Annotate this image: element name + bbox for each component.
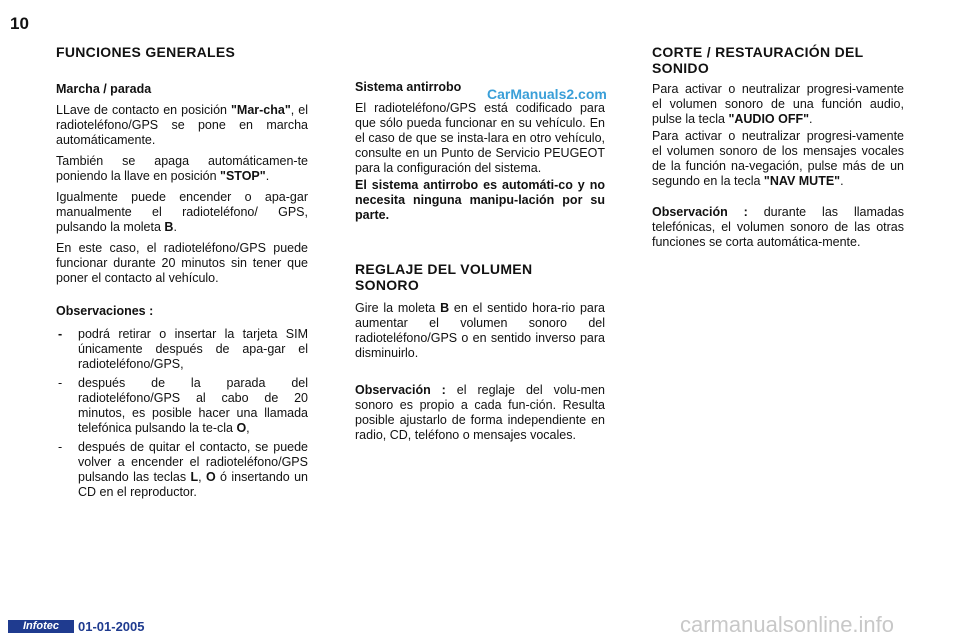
text: podrá retirar o insertar la tarjeta SIM únicamente después de apa-gar el radioteléfono/GPS,	[78, 327, 308, 371]
text: después de quitar el contacto, se puede volver a encender el radioteléfono/GPS pulsando las teclas	[78, 440, 308, 484]
bold-text: B	[440, 301, 450, 315]
bullet-dash: -	[58, 327, 63, 341]
column-general-functions	[56, 44, 308, 504]
bold-text: "AUDIO OFF"	[728, 112, 810, 126]
section-title-mute: CORTE / RESTAURACIÓN DEL SONIDO	[652, 44, 864, 76]
observations-list	[56, 327, 308, 500]
text: LLave de contacto en posición	[56, 103, 231, 117]
text: .	[265, 169, 270, 183]
list-item	[56, 327, 308, 372]
text: el reglaje del volu-men sonoro es propio a cada fun-ción. Resulta posible ajustarlo de forma independiente en radio, CD, teléfono o mensajes vocales.	[355, 383, 605, 442]
bold-text: B	[164, 220, 174, 234]
paragraph-20-minutes: En este caso, el radioteléfono/GPS puede funcionar durante 20 minutos sin tener que poner el contacto al vehículo.	[56, 241, 308, 285]
list-item	[56, 376, 308, 436]
observation-label: Observación :	[652, 205, 748, 219]
subtitle-antitheft: Sistema antirrobo	[355, 80, 462, 94]
text: Igualmente puede encender o apa-gar manualmente el radioteléfono/ GPS, pulsando la moleta	[56, 190, 308, 234]
column-antitheft-volume	[355, 80, 605, 449]
text: También se apaga automáticamen-te poniendo la llave en posición	[56, 154, 308, 183]
text: ,	[246, 421, 250, 435]
observations-title: Observaciones :	[56, 304, 154, 318]
text: ,	[198, 470, 206, 484]
paragraph-volume-observation	[355, 383, 605, 443]
text: Para activar o neutralizar progresi-vamente el volumen sonoro de los mensajes vocales de la función na-vegación, pulse más de un segundo en la tecla	[652, 129, 904, 188]
footer-site-watermark: carmanualsonline.info	[680, 612, 895, 637]
paragraph-manual	[56, 190, 308, 235]
text: después de la parada del radioteléfono/GPS al cabo de 20 minutos, es posible hacer una llamada telefónica pulsando la te-cla	[78, 376, 308, 435]
subtitle-on-off: Marcha / parada	[56, 82, 152, 96]
text: .	[840, 174, 844, 188]
text: Para activar o neutralizar progresi-vamente el volumen sonoro de una función audio, pulse la tecla	[652, 82, 904, 126]
list-item	[56, 440, 308, 500]
paragraph-antitheft-automatic: El sistema antirrobo es automáti-co y no necesita ninguna manipu-lación por su parte.	[355, 178, 605, 222]
text: .	[173, 220, 177, 234]
section-title-general-functions: FUNCIONES GENERALES	[56, 44, 236, 60]
footer-date: 01-01-2005	[78, 619, 145, 634]
text: Gire la moleta	[355, 301, 441, 315]
column-mute	[652, 44, 904, 256]
paragraph-ignition	[56, 103, 308, 148]
bold-text: O	[205, 470, 216, 484]
text: , el radioteléfono/GPS se pone en marcha automáticamente.	[56, 103, 308, 147]
text: .	[809, 112, 813, 126]
page-number: 10	[10, 14, 29, 33]
paragraph-antitheft: El radioteléfono/GPS está codificado para que sólo pueda funcionar en su vehículo. En el caso de que se insta-lara en otro vehículo, consulte en un Punto de Servicio PEUGEOT para la configuración del sistema.	[355, 101, 605, 175]
observation-label: Observación :	[355, 383, 446, 397]
paragraph-nav-mute	[652, 129, 904, 189]
section-title-volume: REGLAJE DEL VOLUMEN SONORO	[355, 261, 533, 293]
paragraph-stop	[56, 154, 308, 184]
bold-text: "NAV MUTE"	[763, 174, 841, 188]
text: durante las llamadas telefónicas, el volumen sonoro de las otras funciones se corta automática-mente.	[652, 205, 904, 249]
text: ó insertando un CD en el reproductor.	[78, 470, 309, 499]
paragraph-volume	[355, 301, 605, 361]
bold-text: "STOP"	[220, 169, 266, 183]
bold-text: L	[190, 470, 199, 484]
bullet-dash: -	[58, 376, 63, 390]
bullet-dash: -	[58, 440, 63, 454]
paragraph-audio-off	[652, 82, 904, 127]
bold-text: O	[236, 421, 247, 435]
text: en el sentido hora-rio para aumentar el volumen sonoro del radioteléfono/GPS o en sentido inverso para disminuirlo.	[355, 301, 605, 360]
bold-text: "Mar-cha"	[230, 103, 291, 117]
paragraph-mute-observation	[652, 205, 904, 250]
infotec-logo: Infotec	[8, 620, 74, 633]
watermark-link[interactable]: CarManuals2.com	[487, 86, 607, 102]
